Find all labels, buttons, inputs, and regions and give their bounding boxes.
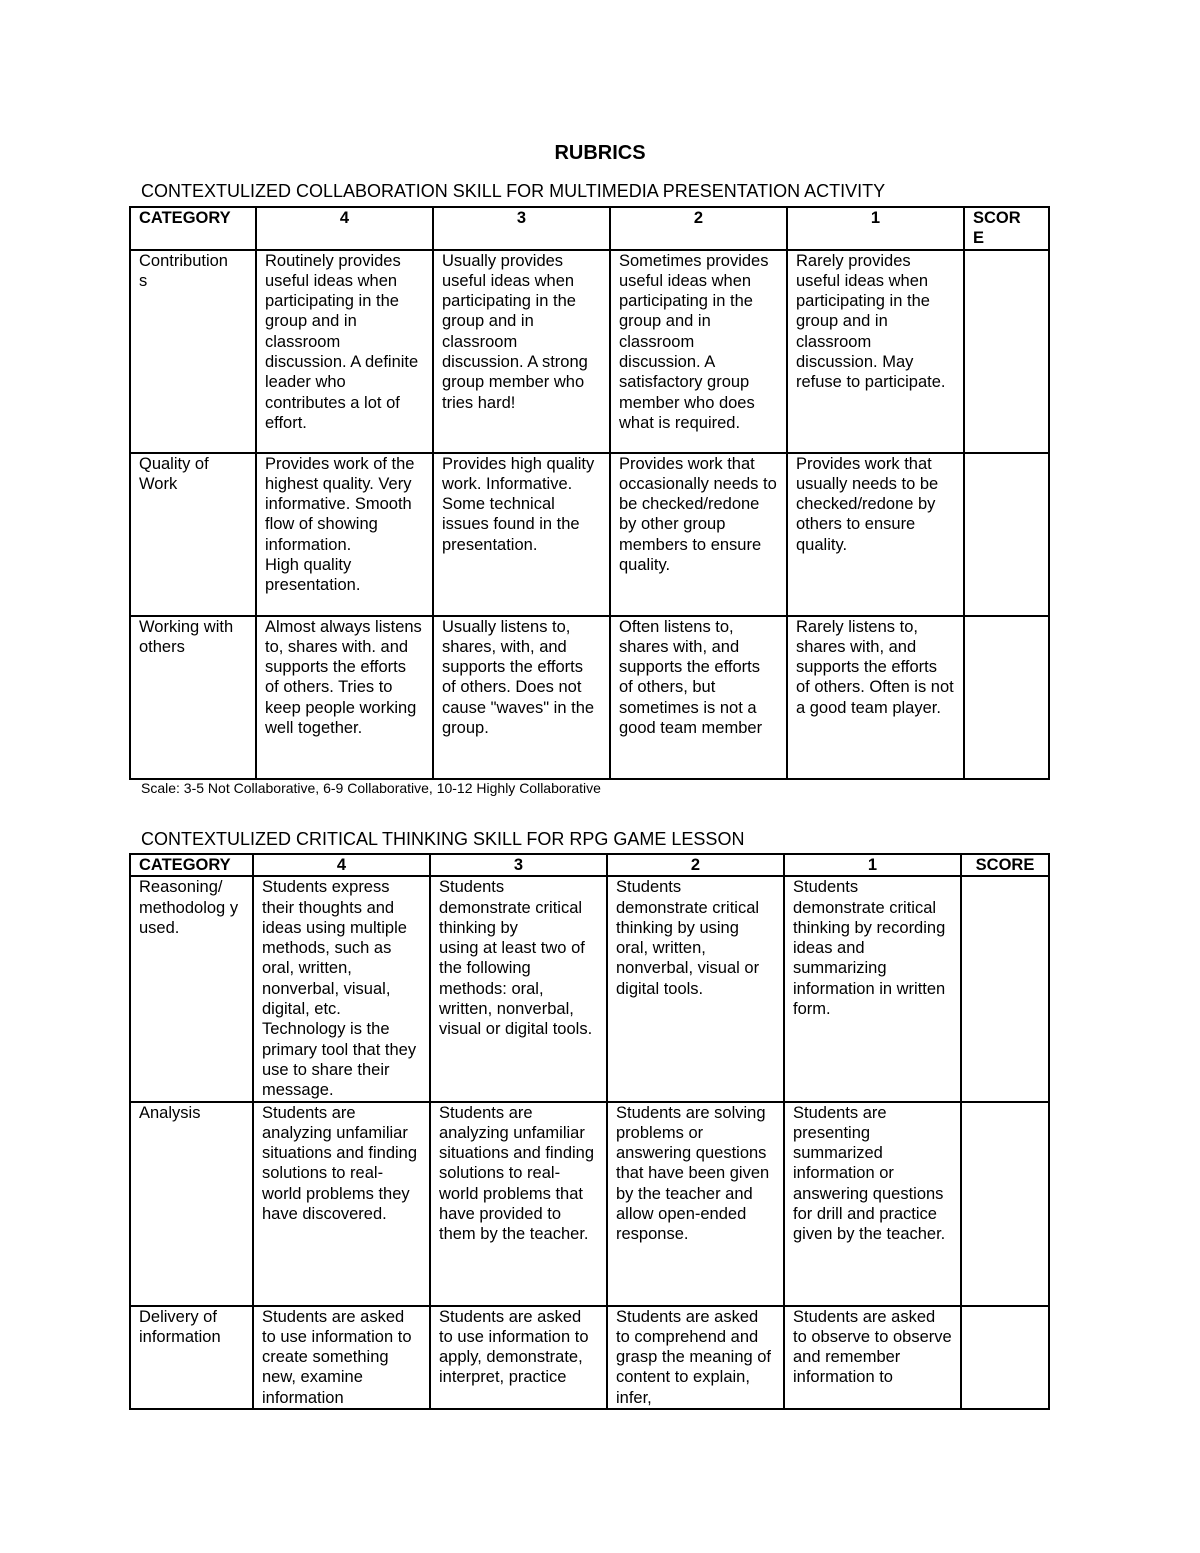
scale-note: Scale: 3-5 Not Collaborative, 6-9 Collaborative, 10-12 Highly Collaborative xyxy=(141,780,601,796)
row-category: Working with others xyxy=(130,616,256,779)
header-score-1: 1 xyxy=(787,207,964,250)
criterion-cell: Students express their thoughts and ideas using multiple methods, such as oral, written, nonverbal, visual, digital, etc. Technology is the primary tool that they use to share their message. xyxy=(253,876,430,1101)
criterion-cell: Students are analyzing unfamiliar situations and finding solutions to real- world problems that have provided to them by the teacher. xyxy=(430,1102,607,1306)
score-cell[interactable] xyxy=(964,453,1049,616)
header-score-3: 3 xyxy=(433,207,610,250)
rubric2-heading: CONTEXTULIZED CRITICAL THINKING SKILL FOR RPG GAME LESSON xyxy=(141,829,745,849)
score-cell[interactable] xyxy=(961,1102,1049,1306)
row-category: Analysis xyxy=(130,1102,253,1306)
criterion-cell: Students demonstrate critical thinking by using oral, written, nonverbal, visual or digital tools. xyxy=(607,876,784,1101)
table-header-row xyxy=(130,854,1049,876)
criterion-cell: Almost always listens to, shares with. and supports the efforts of others. Tries to keep people working well together. xyxy=(256,616,433,779)
criterion-cell: Routinely provides useful ideas when participating in the group and in classroom discussion. A definite leader who contributes a lot of effort. xyxy=(256,250,433,453)
table-header-row xyxy=(130,207,1049,250)
criterion-cell: Provides work that occasionally needs to be checked/redone by other group members to ensure quality. xyxy=(610,453,787,616)
header-score-1: 1 xyxy=(784,854,961,876)
criterion-cell: Provides work that usually needs to be checked/redone by others to ensure quality. xyxy=(787,453,964,616)
collaboration-rubric-table xyxy=(129,206,1050,780)
rubric1-heading: CONTEXTULIZED COLLABORATION SKILL FOR MULTIMEDIA PRESENTATION ACTIVITY xyxy=(141,181,886,201)
row-category: Contribution s xyxy=(130,250,256,453)
table-row xyxy=(130,1102,1049,1306)
table-row xyxy=(130,250,1049,453)
criterion-cell: Students demonstrate critical thinking by recording ideas and summarizing information in written form. xyxy=(784,876,961,1101)
header-score: SCORE xyxy=(961,854,1049,876)
table-row xyxy=(130,453,1049,616)
criterion-cell: Provides high quality work. Informative. Some technical issues found in the presentation. xyxy=(433,453,610,616)
table-row xyxy=(130,1306,1049,1409)
table-row xyxy=(130,876,1049,1101)
header-score-2: 2 xyxy=(607,854,784,876)
row-category: Delivery of information xyxy=(130,1306,253,1409)
criterion-cell: Usually listens to, shares, with, and supports the efforts of others. Does not cause "waves" in the group. xyxy=(433,616,610,779)
header-score-4: 4 xyxy=(256,207,433,250)
criterion-cell: Students are asked to use information to apply, demonstrate, interpret, practice xyxy=(430,1306,607,1409)
header-score-4: 4 xyxy=(253,854,430,876)
header-category: CATEGORY xyxy=(130,854,253,876)
criterion-cell: Sometimes provides useful ideas when participating in the group and in classroom discussion. A satisfactory group member who does what is required. xyxy=(610,250,787,453)
header-score: SCOR E xyxy=(964,207,1049,250)
header-score-2: 2 xyxy=(610,207,787,250)
criterion-cell: Provides work of the highest quality. Very informative. Smooth flow of showing information. High quality presentation. xyxy=(256,453,433,616)
row-category: Reasoning/ methodolog y used. xyxy=(130,876,253,1101)
score-cell[interactable] xyxy=(964,250,1049,453)
criterion-cell: Students are asked to comprehend and grasp the meaning of content to explain, infer, xyxy=(607,1306,784,1409)
score-cell[interactable] xyxy=(964,616,1049,779)
page-title: RUBRICS xyxy=(554,142,646,164)
criterion-cell: Students are analyzing unfamiliar situations and finding solutions to real- world problems they have discovered. xyxy=(253,1102,430,1306)
row-category: Quality of Work xyxy=(130,453,256,616)
criterion-cell: Rarely provides useful ideas when participating in the group and in classroom discussion. May refuse to participate. xyxy=(787,250,964,453)
score-cell[interactable] xyxy=(961,1306,1049,1409)
score-cell[interactable] xyxy=(961,876,1049,1101)
table-row xyxy=(130,616,1049,779)
criterion-cell: Students are solving problems or answering questions that have been given by the teacher and allow open-ended response. xyxy=(607,1102,784,1306)
criterion-cell: Students are asked to observe to observe and remember information to xyxy=(784,1306,961,1409)
criterion-cell: Often listens to, shares with, and supports the efforts of others, but sometimes is not a good team member xyxy=(610,616,787,779)
criterion-cell: Students demonstrate critical thinking by using at least two of the following methods: oral, written, nonverbal, visual or digital tools. xyxy=(430,876,607,1101)
critical-thinking-rubric-table xyxy=(129,853,1050,1410)
criterion-cell: Usually provides useful ideas when participating in the group and in classroom discussion. A strong group member who tries hard! xyxy=(433,250,610,453)
criterion-cell: Students are presenting summarized information or answering questions for drill and practice given by the teacher. xyxy=(784,1102,961,1306)
header-category: CATEGORY xyxy=(130,207,256,250)
criterion-cell: Rarely listens to, shares with, and supports the efforts of others. Often is not a good team player. xyxy=(787,616,964,779)
criterion-cell: Students are asked to use information to create something new, examine information xyxy=(253,1306,430,1409)
header-score-3: 3 xyxy=(430,854,607,876)
